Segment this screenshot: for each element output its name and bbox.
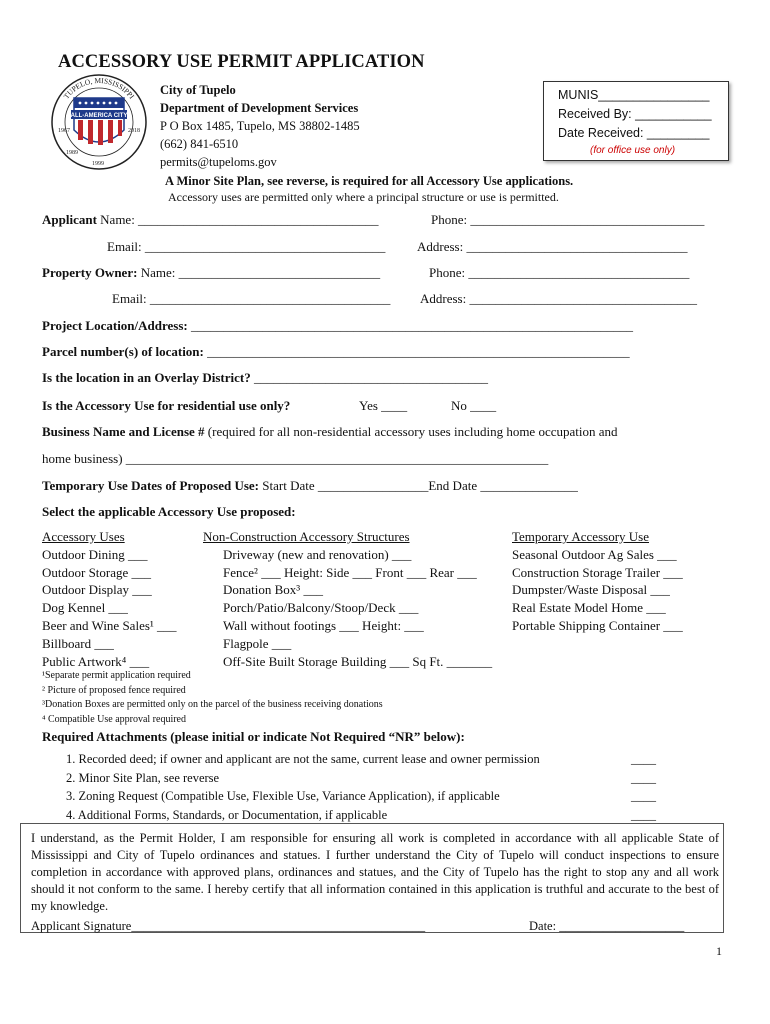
- city-name: City of Tupelo: [160, 83, 236, 97]
- owner-name-field[interactable]: Name: _______________________________: [140, 265, 381, 280]
- non-construction-item[interactable]: Wall without footings ___ Height: ___: [223, 617, 424, 633]
- accessory-use-item[interactable]: Outdoor Storage ___: [42, 564, 152, 580]
- attachment-item: 3. Zoning Request (Compatible Use, Flexible Use, Variance Application), if applicable: [66, 789, 500, 803]
- non-construction-item[interactable]: Driveway (new and renovation) ___: [223, 546, 412, 562]
- signature-date-field[interactable]: Date: ____________________: [529, 919, 685, 933]
- accessory-uses-heading: Accessory Uses: [42, 529, 125, 544]
- department-name: Department of Development Services: [160, 101, 359, 115]
- project-location-field[interactable]: ____________________________________________________________________: [191, 318, 633, 333]
- certification-text: I understand, as the Permit Holder, I am responsible for ensuring all work is completed in accordance with all applicable State of Mississippi and City of Tupelo ordinances and statues. I further understand the City of Tupelo will conduct inspections to ensure completion in accordance with approved plans, ordinances and statues, and the City of Tupelo has the right to stop any and all work should it not conform to the same. I hereby certify that all information contained in this application is truthful and accurate to the best of my knowledge.: [31, 831, 719, 913]
- footnote: ¹Separate permit application required: [42, 670, 191, 681]
- residential-yes-field[interactable]: Yes ____: [359, 398, 408, 413]
- certification-box: [20, 823, 724, 933]
- parcel-row: [42, 344, 630, 360]
- mailing-address: P O Box 1485, Tupelo, MS 38802-1485: [160, 119, 360, 133]
- overlay-field[interactable]: ____________________________________: [253, 370, 488, 385]
- business-label: Business Name and License #: [42, 424, 205, 439]
- svg-text:ALL-AMERICA CITY: ALL-AMERICA CITY: [70, 113, 128, 119]
- overlay-row: [42, 370, 488, 386]
- project-location-row: [42, 318, 633, 334]
- footnotes: [42, 669, 383, 727]
- temporary-use-item[interactable]: Portable Shipping Container ___: [512, 617, 683, 633]
- temporary-use-item[interactable]: Seasonal Outdoor Ag Sales ___: [512, 546, 677, 562]
- permitted-notice: Accessory uses are permitted only where a principal structure or use is permitted.: [168, 190, 559, 204]
- attachments-list: [66, 750, 540, 824]
- accessory-uses-column: [42, 528, 177, 670]
- owner-phone-field[interactable]: Phone: __________________________________: [429, 265, 690, 280]
- business-row: [42, 424, 618, 440]
- non-construction-item[interactable]: Off-Site Built Storage Building ___ Sq Ft. _______: [223, 653, 493, 669]
- temporary-use-item[interactable]: Real Estate Model Home ___: [512, 600, 666, 616]
- temporary-uses-column: [512, 528, 683, 635]
- non-construction-item[interactable]: Fence² ___ Height: Side ___ Front ___ Rear ___: [223, 564, 477, 580]
- non-construction-column: [203, 528, 492, 670]
- non-construction-heading: Non-Construction Accessory Structures: [203, 529, 410, 544]
- applicant-name-field[interactable]: Name: _____________________________________: [100, 212, 379, 227]
- residential-question: Is the Accessory Use for residential use only?: [42, 398, 291, 413]
- non-construction-item[interactable]: Porch/Patio/Balcony/Stoop/Deck ___: [223, 600, 419, 616]
- business-field[interactable]: home business) _________________________________________________________________: [42, 451, 549, 466]
- non-construction-item[interactable]: Flagpole ___: [223, 635, 292, 651]
- attachment-item: 2. Minor Site Plan, see reverse: [66, 770, 220, 785]
- svg-text:1999: 1999: [92, 161, 104, 167]
- applicant-signature-field[interactable]: Applicant Signature_______________________________________________: [31, 919, 426, 933]
- select-uses-label: Select the applicable Accessory Use proposed:: [42, 504, 296, 519]
- footnote: ⁴ Compatible Use approval required: [42, 713, 186, 725]
- site-plan-notice: A Minor Site Plan, see reverse, is required for all Accessory Use applications.: [165, 174, 574, 188]
- attachment-initials-column: [631, 750, 656, 824]
- office-use-note: (for office use only): [590, 145, 676, 156]
- temporary-dates-label: Temporary Use Dates of Proposed Use:: [42, 478, 260, 493]
- office-use-box: [543, 81, 729, 161]
- owner-name-row: [42, 265, 380, 281]
- phone-number: (662) 841-6510: [160, 137, 239, 151]
- munis-field[interactable]: MUNIS________________: [558, 88, 710, 102]
- attachment-item: 1. Recorded deed; if owner and applicant are not the same, current lease and owner permission: [66, 752, 540, 766]
- residential-no-field[interactable]: No ____: [451, 398, 497, 413]
- accessory-use-item[interactable]: Beer and Wine Sales¹ ___: [42, 617, 177, 633]
- date-received-field[interactable]: Date Received: _________: [558, 126, 710, 140]
- email-address: permits@tupeloms.gov: [160, 155, 277, 169]
- accessory-use-item[interactable]: Billboard ___: [42, 635, 114, 651]
- owner-label: Property Owner:: [42, 265, 138, 280]
- svg-text:TUPELO, MISSISSIPPI: TUPELO, MISSISSIPPI: [61, 75, 137, 101]
- temporary-use-item[interactable]: Dumpster/Waste Disposal ___: [512, 582, 670, 598]
- temporary-use-item[interactable]: Construction Storage Trailer ___: [512, 564, 683, 580]
- temporary-uses-heading: Temporary Accessory Use: [512, 529, 649, 544]
- svg-text:1967: 1967: [58, 128, 70, 134]
- business-requirement: (required for all non-residential accessory uses including home occupation and: [207, 424, 618, 439]
- attachments-heading: Required Attachments (please initial or indicate Not Required “NR” below):: [42, 729, 465, 744]
- svg-text:2018: 2018: [128, 128, 140, 134]
- page-number: 1: [716, 944, 722, 958]
- attachment-initial-field[interactable]: ____: [631, 770, 656, 785]
- applicant-label: Applicant: [42, 212, 97, 227]
- applicant-address-field[interactable]: Address: __________________________________: [417, 239, 688, 254]
- temporary-dates-field[interactable]: Start Date _________________End Date _______________: [262, 478, 578, 493]
- attachment-initial-field[interactable]: ____: [631, 789, 656, 803]
- parcel-label: Parcel number(s) of location:: [42, 344, 204, 359]
- overlay-label: Is the location in an Overlay District?: [42, 370, 251, 385]
- svg-text:1989: 1989: [66, 150, 78, 156]
- city-seal-logo: [44, 72, 154, 172]
- applicant-name-row: [42, 212, 379, 228]
- owner-email-field[interactable]: Email: _____________________________________: [112, 291, 391, 306]
- accessory-use-item[interactable]: Dog Kennel ___: [42, 600, 128, 616]
- attachment-item: 4. Additional Forms, Standards, or Documentation, if applicable: [66, 807, 388, 822]
- attachment-initial-field[interactable]: ____: [631, 752, 656, 766]
- footnote: ³Donation Boxes are permitted only on the parcel of the business receiving donations: [42, 699, 383, 710]
- applicant-email-field[interactable]: Email: _____________________________________: [107, 239, 386, 254]
- non-construction-item[interactable]: Donation Box³ ___: [223, 582, 323, 598]
- form-title: ACCESSORY USE PERMIT APPLICATION: [58, 52, 425, 72]
- accessory-use-item[interactable]: Public Artwork⁴ ___: [42, 653, 150, 669]
- project-location-label: Project Location/Address:: [42, 318, 188, 333]
- accessory-use-item[interactable]: Outdoor Display ___: [42, 582, 152, 598]
- temporary-dates-row: [42, 478, 578, 494]
- accessory-use-item[interactable]: Outdoor Dining ___: [42, 546, 148, 562]
- city-contact-block: [160, 81, 360, 171]
- parcel-field[interactable]: _________________________________________________________________: [207, 344, 630, 359]
- footnote: ² Picture of proposed fence required: [42, 684, 186, 696]
- owner-address-field[interactable]: Address: ___________________________________: [420, 291, 697, 306]
- attachment-initial-field[interactable]: ____: [631, 807, 656, 822]
- applicant-phone-field[interactable]: Phone: ____________________________________: [431, 212, 705, 227]
- received-by-field[interactable]: Received By: ___________: [558, 107, 712, 121]
